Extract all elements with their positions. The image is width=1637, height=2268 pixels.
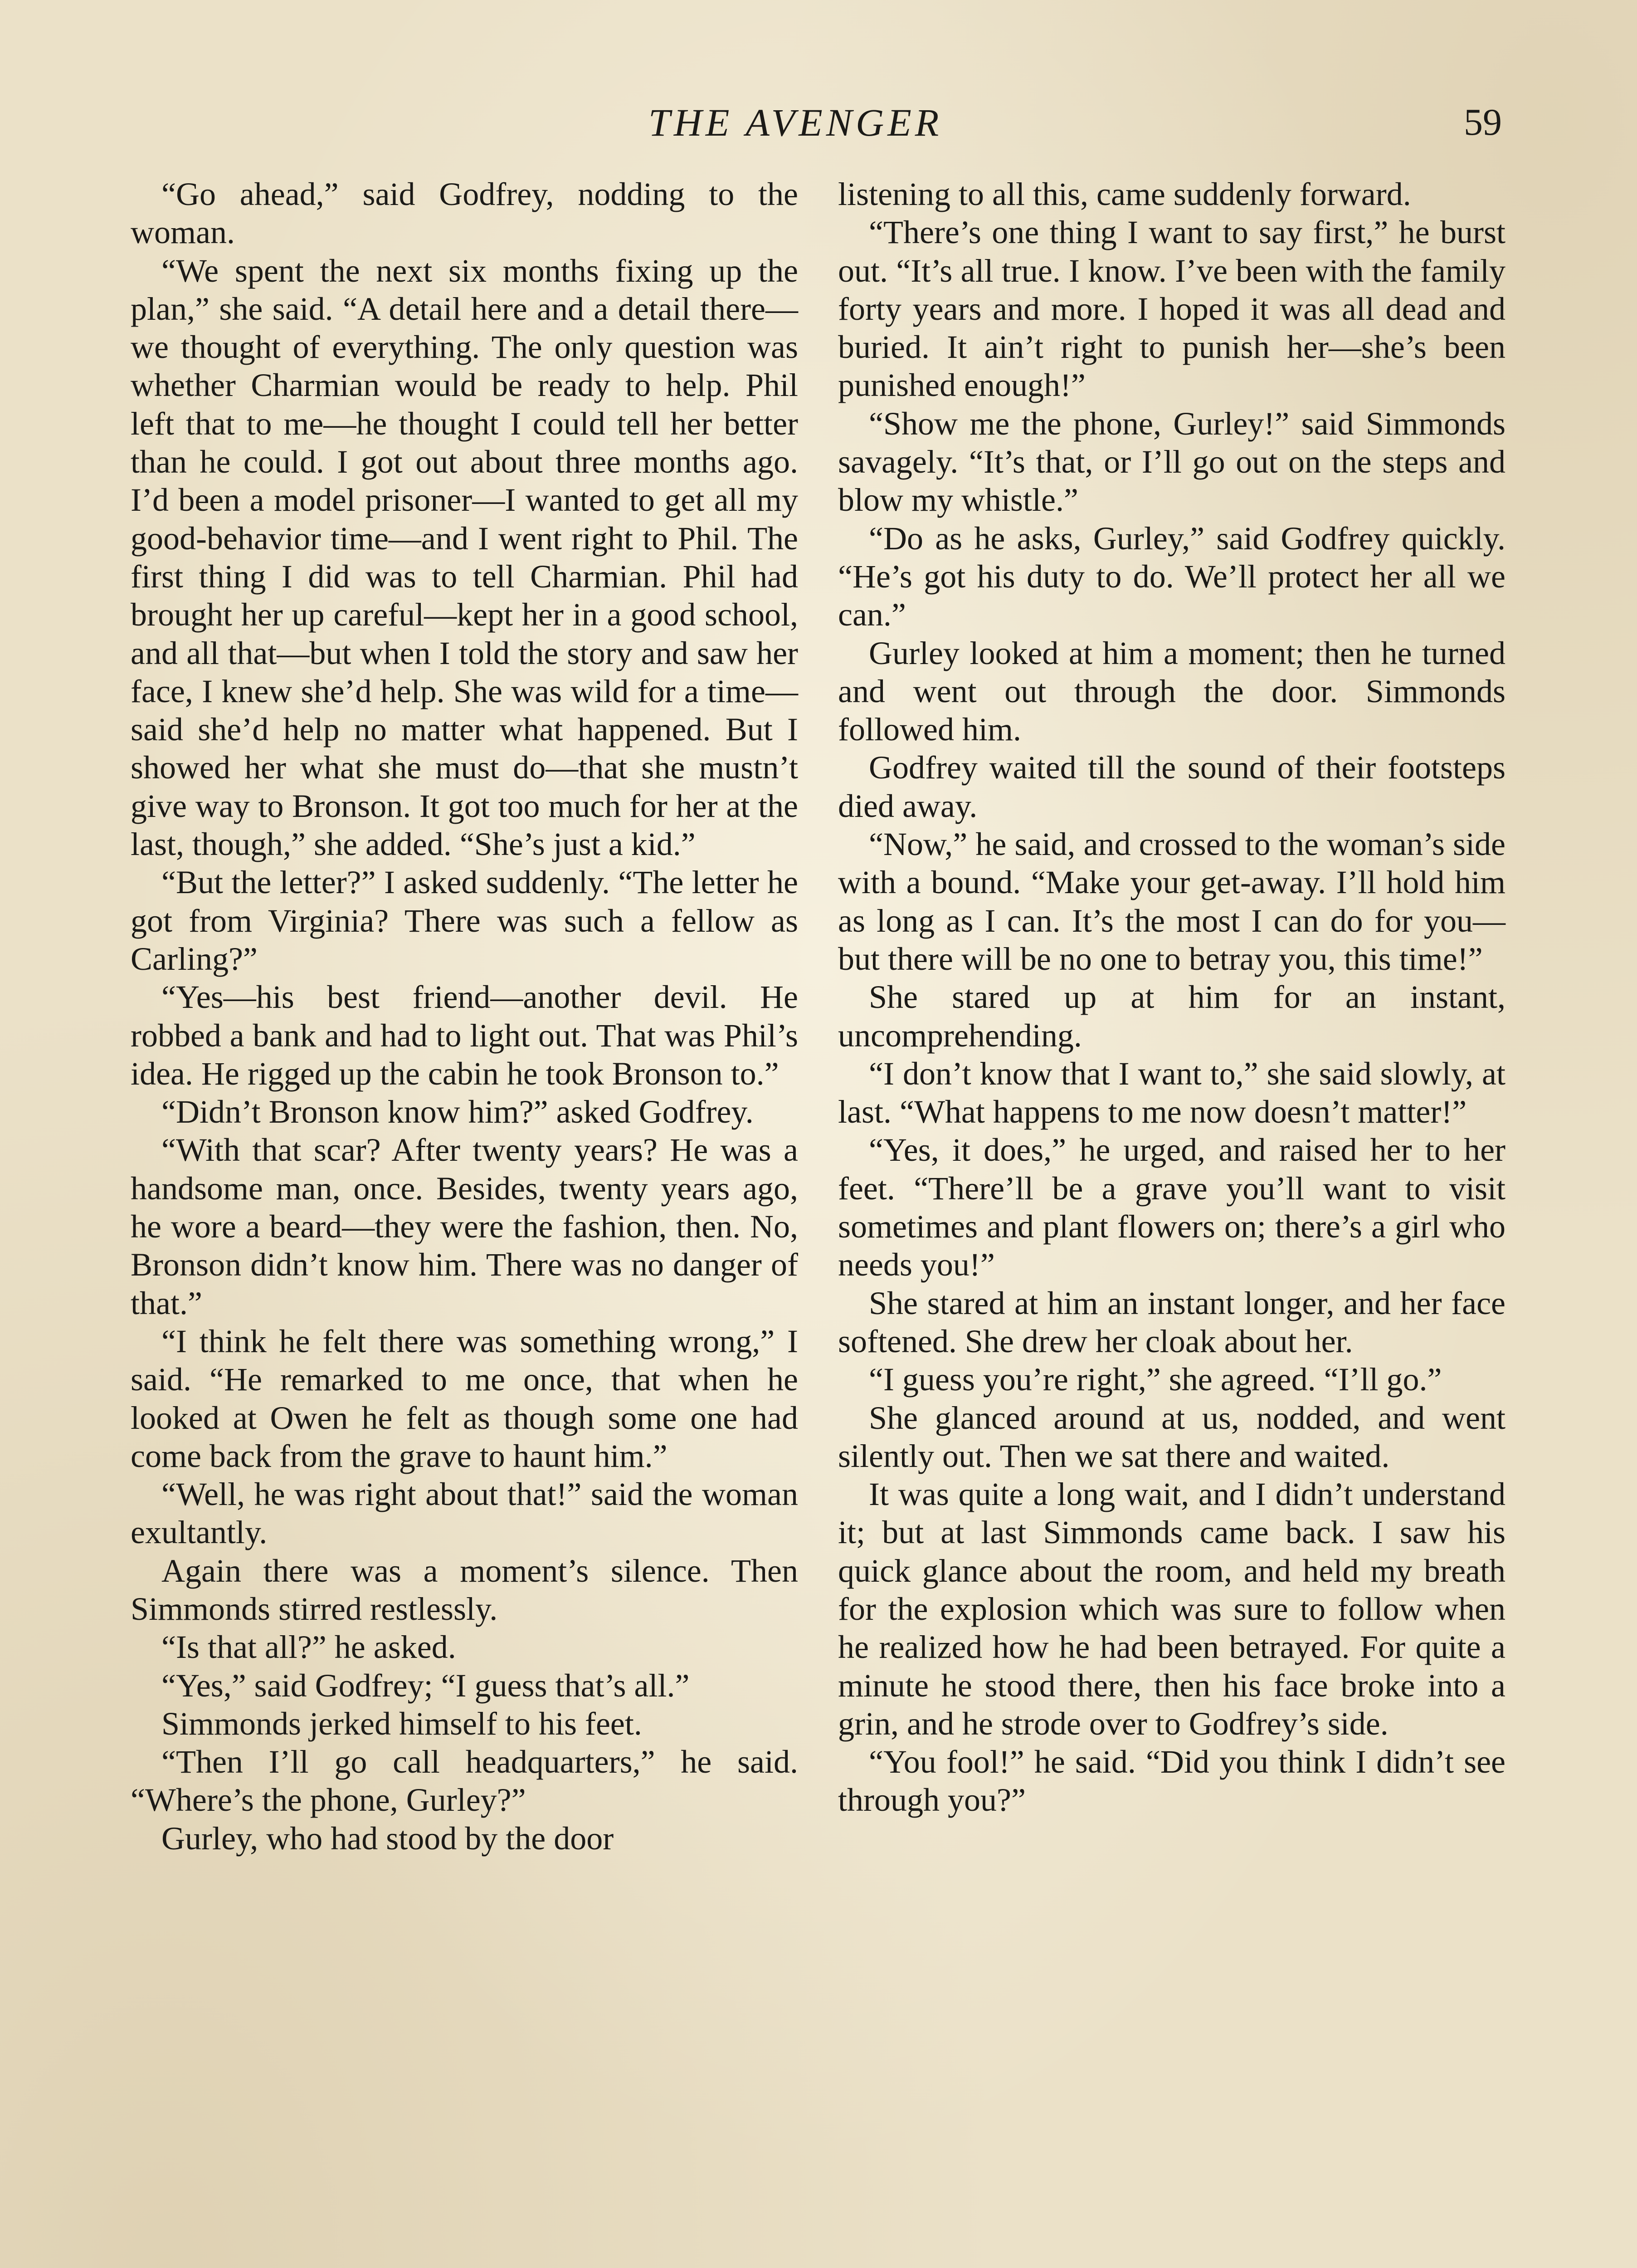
paragraph: “Didn’t Bronson know him?” asked Godfrey. <box>161 1094 754 1130</box>
paragraph: “You fool!” he said. “Did you think I didn’t see through you?” <box>838 1744 1505 1818</box>
paragraph: “We spent the next six months fixing up the plan,” she said. “A detail here and a detail there—we thought of everything. The only question was whether Charmian would be ready to help. Phil left that to me—he thought I could tell her better than he could. I got out about three months ago. I’d been a model prisoner—I wanted to get all my good-behavior time—and I went right to Phil. The first thing I did was to tell Charmian. Phil had brought her up careful—kept her in a good school, and all that—but when I told the story and saw her face, I knew she’d help. She was wild for a time—said she’d help no matter what happened. But I showed her what she must do—that she mustn’t give way to Bronson. It got too much for her at the last, though,” she added. “She’s just a kid.” <box>131 252 798 863</box>
paragraph: Simmonds jerked himself to his feet. <box>161 1705 642 1742</box>
page-number: 59 <box>1464 101 1502 143</box>
paragraph: “Do as he asks, Gurley,” said Godfrey quickly. “He’s got his duty to do. We’ll protect her all we can.” <box>838 520 1505 633</box>
paragraph: “Yes, it does,” he urged, and raised her to her feet. “There’ll be a grave you’ll want to visit sometimes and plant flowers on; there’s a girl who needs you!” <box>838 1132 1505 1283</box>
paragraph: Godfrey waited till the sound of their footsteps died away. <box>838 749 1505 824</box>
paragraph: Again there was a moment’s silence. Then Simmonds stirred restlessly. <box>131 1552 798 1627</box>
paragraph: “Then I’ll go call headquarters,” he said. “Where’s the phone, Gurley?” <box>131 1744 798 1818</box>
paragraph: It was quite a long wait, and I didn’t understand it; but at last Simmonds came back. I saw his quick glance about the room, and held my breath for the explosion which was sure to follow when he realized how he had been betrayed. For quite a minute he stood there, then his face broke into a grin, and he strode over to Godfrey’s side. <box>838 1476 1505 1742</box>
paragraph: “Show me the phone, Gurley!” said Simmonds savagely. “It’s that, or I’ll go out on the steps and blow my whistle.” <box>838 405 1505 518</box>
running-head: THE AVENGER <box>648 101 943 144</box>
paragraph: “With that scar? After twenty years? He was a handsome man, once. Besides, twenty years ago, he wore a beard—they were the fashion, then. No, Bronson didn’t know him. There was no danger of that.” <box>131 1132 798 1321</box>
paragraph: “I don’t know that I want to,” she said slowly, at last. “What happens to me now doesn’t matter!” <box>838 1055 1505 1130</box>
paragraph: “I think he felt there was something wrong,” I said. “He remarked to me once, that when he looked at Owen he felt as though some one had come back from the grave to haunt him.” <box>131 1323 798 1474</box>
paragraph: “Is that all?” he asked. <box>161 1629 456 1666</box>
paragraph: She stared at him an instant longer, and her face softened. She drew her cloak about her. <box>838 1285 1505 1359</box>
paragraph: “I guess you’re right,” she agreed. “I’ll go.” <box>869 1361 1442 1398</box>
left-text-column <box>131 175 798 1857</box>
paragraph: “Well, he was right about that!” said the woman exultantly. <box>131 1476 798 1551</box>
paragraph: “Now,” he said, and crossed to the woman’s side with a bound. “Make your get-away. I’ll hold him as long as I can. It’s the most I can do for you—but there will be no one to betray you, this time!” <box>838 826 1505 977</box>
paragraph: Gurley looked at him a moment; then he turned and went out through the door. Simmonds followed him. <box>838 635 1505 748</box>
paragraph: listening to all this, came suddenly forward. <box>838 176 1411 212</box>
right-text-column <box>838 175 1505 1819</box>
paragraph: Gurley, who had stood by the door <box>161 1820 614 1857</box>
page-header <box>0 98 1637 147</box>
paragraph: “Yes—his best friend—another devil. He robbed a bank and had to light out. That was Phil’s idea. He rigged up the cabin he took Bronson to.” <box>131 979 798 1092</box>
paragraph: She stared up at him for an instant, uncomprehending. <box>838 979 1505 1054</box>
paragraph: “Go ahead,” said Godfrey, nodding to the woman. <box>131 176 798 251</box>
paragraph: She glanced around at us, nodded, and went silently out. Then we sat there and waited. <box>838 1399 1505 1474</box>
paragraph: “There’s one thing I want to say first,” he burst out. “It’s all true. I know. I’ve been with the family forty years and more. I hoped it was all dead and buried. It ain’t right to punish her—she’s been punished enough!” <box>838 214 1505 404</box>
paragraph: “Yes,” said Godfrey; “I guess that’s all.” <box>161 1667 690 1704</box>
paragraph: “But the letter?” I asked suddenly. “The letter he got from Virginia? There was such a fellow as Carling?” <box>131 864 798 977</box>
